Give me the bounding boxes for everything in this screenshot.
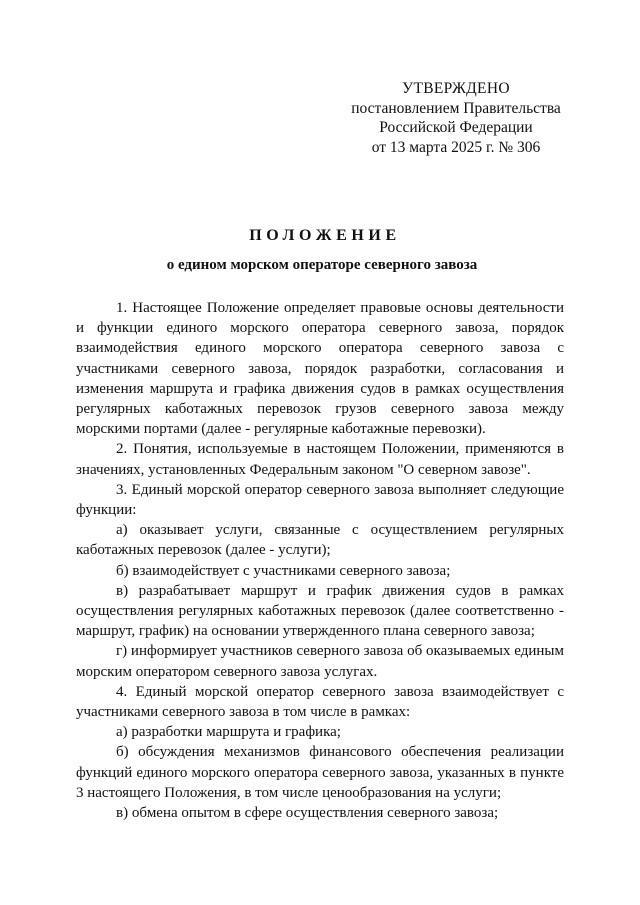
- paragraph-1: 1. Настоящее Положение определяет правовые основы деятельности и функции единого морского оператора северного завоза, порядок взаимодействия единого морского оператора северного завоза с участниками северного завоза, порядок разработки, согласования и изменения маршрута и графика движения судов в рамках осуществления регулярных каботажных перевозок грузов северного завоза между морскими портами (далее - регулярные каботажные перевозки).: [76, 300, 564, 438]
- paragraph-3b: б) взаимодействует с участниками северного завоза;: [116, 562, 451, 579]
- document-heading: [0, 226, 640, 275]
- approval-date-number: от 13 марта 2025 г. № 306: [371, 138, 541, 156]
- paragraph-3a: а) оказывает услуги, связанные с осуществлением регулярных каботажных перевозок (далее - услуги);: [76, 522, 564, 559]
- approval-line: Российской Федерации: [379, 119, 533, 136]
- paragraph-4a: а) разработки маршрута и графика;: [116, 724, 341, 741]
- approval-line: постановлением Правительства: [351, 99, 561, 117]
- approval-heading: УТВЕРЖДЕНО: [402, 80, 510, 97]
- paragraph-2: 2. Понятия, используемые в настоящем Положении, применяются в значениях, установленных Федеральным законом "О северном завозе".: [76, 441, 564, 478]
- document-title: ПОЛОЖЕНИЕ: [249, 227, 401, 244]
- paragraph-4v: в) обмена опытом в сфере осуществления северного завоза;: [116, 805, 499, 822]
- paragraph-3v: в) разрабатывает маршрут и график движения судов в рамках осуществления регулярных каботажных перевозок (далее соответственно - маршрут, график) на основании утвержденного плана северного завоза;: [76, 582, 564, 640]
- paragraph-3g: г) информирует участников северного завоза об оказываемых единым морским оператором северного завоза услугах.: [76, 643, 564, 680]
- paragraph-3: 3. Единый морской оператор северного завоза выполняет следующие функции:: [76, 481, 564, 519]
- document-body: [76, 298, 564, 823]
- paragraph-4b: б) обсуждения механизмов финансового обеспечения реализации функций единого морского оператора северного завоза, указанных в пункте 3 настоящего Положения, в том числе ценообразования на услуги;: [76, 744, 564, 801]
- document-subtitle: о едином морском операторе северного завоза: [166, 257, 478, 273]
- paragraph-4: 4. Единый морской оператор северного завоза взаимодействует с участниками северного завоза в том числе в рамках:: [76, 683, 564, 721]
- approval-stamp: [332, 79, 580, 157]
